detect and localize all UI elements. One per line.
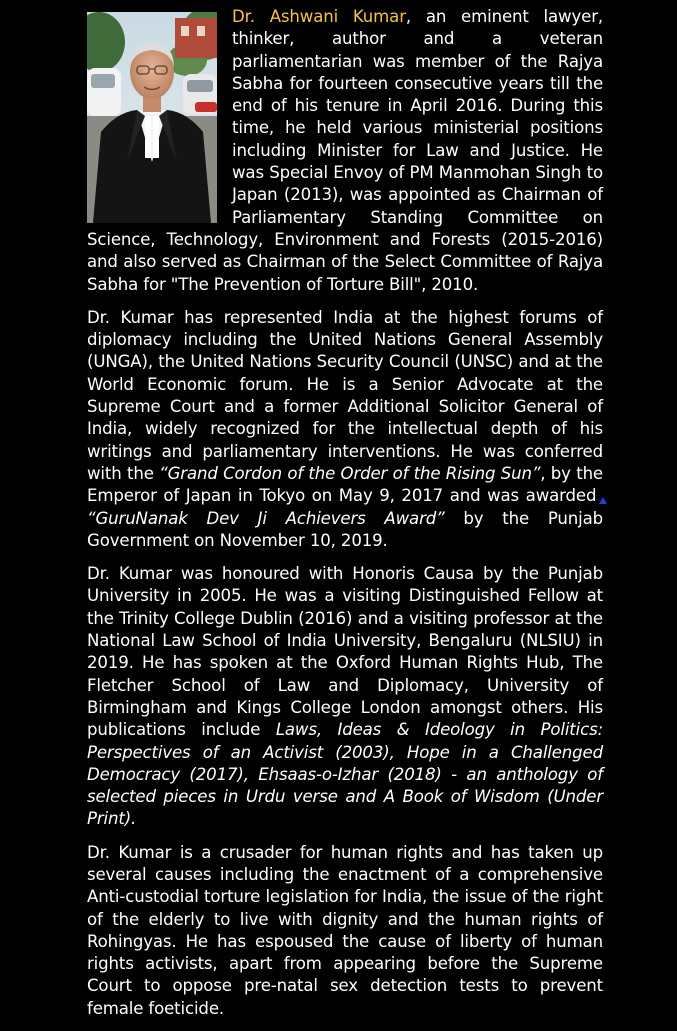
paragraph-1-text: , an eminent lawyer, thinker, author and a veteran parliamentarian was member of the Rajya Sabha for fourteen consecutive years till the end of his tenure in April 2016. During this time, he held various ministerial positions including Minister for Law and Justice. He was Special Envoy of PM Manmohan Singh to Japan (2013), was appointed as Chairman of Parliamentary Standing Committee on Science, Technology, Environment and Forests (2015-2016) and also served as Chairman of the Select Committee of Rajya Sabha for "The Prevention of Torture Bill", 2010.: [87, 7, 603, 294]
bio-paragraph-4: [87, 842, 603, 1020]
award-grand-cordon: “Grand Cordon of the Order of the Rising Sun”: [159, 463, 541, 483]
paragraph-2-text-c: , by the Emperor of Japan in Tokyo on May 9, 2017 and was awarded: [87, 463, 603, 506]
bio-article: [87, 6, 603, 1031]
paragraph-2-text-e: by the Punjab Government on November 10, 2019.: [87, 508, 603, 550]
award-gurunanak: “GuruNanak Dev Ji Achievers Award”: [87, 508, 445, 528]
paragraph-2-text-a: Dr. Kumar has represented India at the highest forums of diplomacy including the United Nations General Assembly (UNGA), the United Nations Security Council (UNSC) and at the World Economic forum. He is a Senior Advocate at the Supreme Court and a former Additional Solicitor General of India, widely recognized for the intellectual depth of his writings and parliamentary interventions. He was conferred with the: [87, 307, 603, 483]
bio-paragraph-2: [87, 307, 603, 552]
cursor-marker-icon: [599, 497, 607, 504]
publications-list: Laws, Ideas & Ideology in Politics: Perspectives of an Activist (2003), Hope in a Challenged Democracy (2017), Ehsaas-o-Izhar (2018) - an anthology of selected pieces in Urdu verse and A Book of Wisdom (Under Print).: [87, 720, 604, 829]
paragraph-4-text: Dr. Kumar is a crusader for human rights and has taken up several causes including the enactment of a comprehensive Anti-custodial torture legislation for India, the issue of the right of the elderly to live with dignity and the human rights of Rohingyas. He has espoused the cause of liberty of human rights activists, apart from appearing before the Supreme Court to oppose pre-natal sex detection tests to prevent female foeticide.: [87, 842, 603, 1018]
bio-paragraph-1: [87, 6, 603, 296]
bio-paragraph-3: [87, 563, 603, 831]
paragraph-3-text-a: Dr. Kumar was honoured with Honoris Causa by the Punjab University in 2005. He was a visiting Distinguished Fellow at the Trinity College Dublin (2016) and a visiting professor at the National Law School of India University, Bengaluru (NLSIU) in 2019. He has spoken at the Oxford Human Rights Hub, The Fletcher School of Law and Diplomacy, University of Birmingham and Kings College London amongst others. His publications include: [87, 564, 603, 740]
portrait-photo: [87, 12, 217, 223]
person-name: Dr. Ashwani Kumar: [232, 7, 406, 26]
